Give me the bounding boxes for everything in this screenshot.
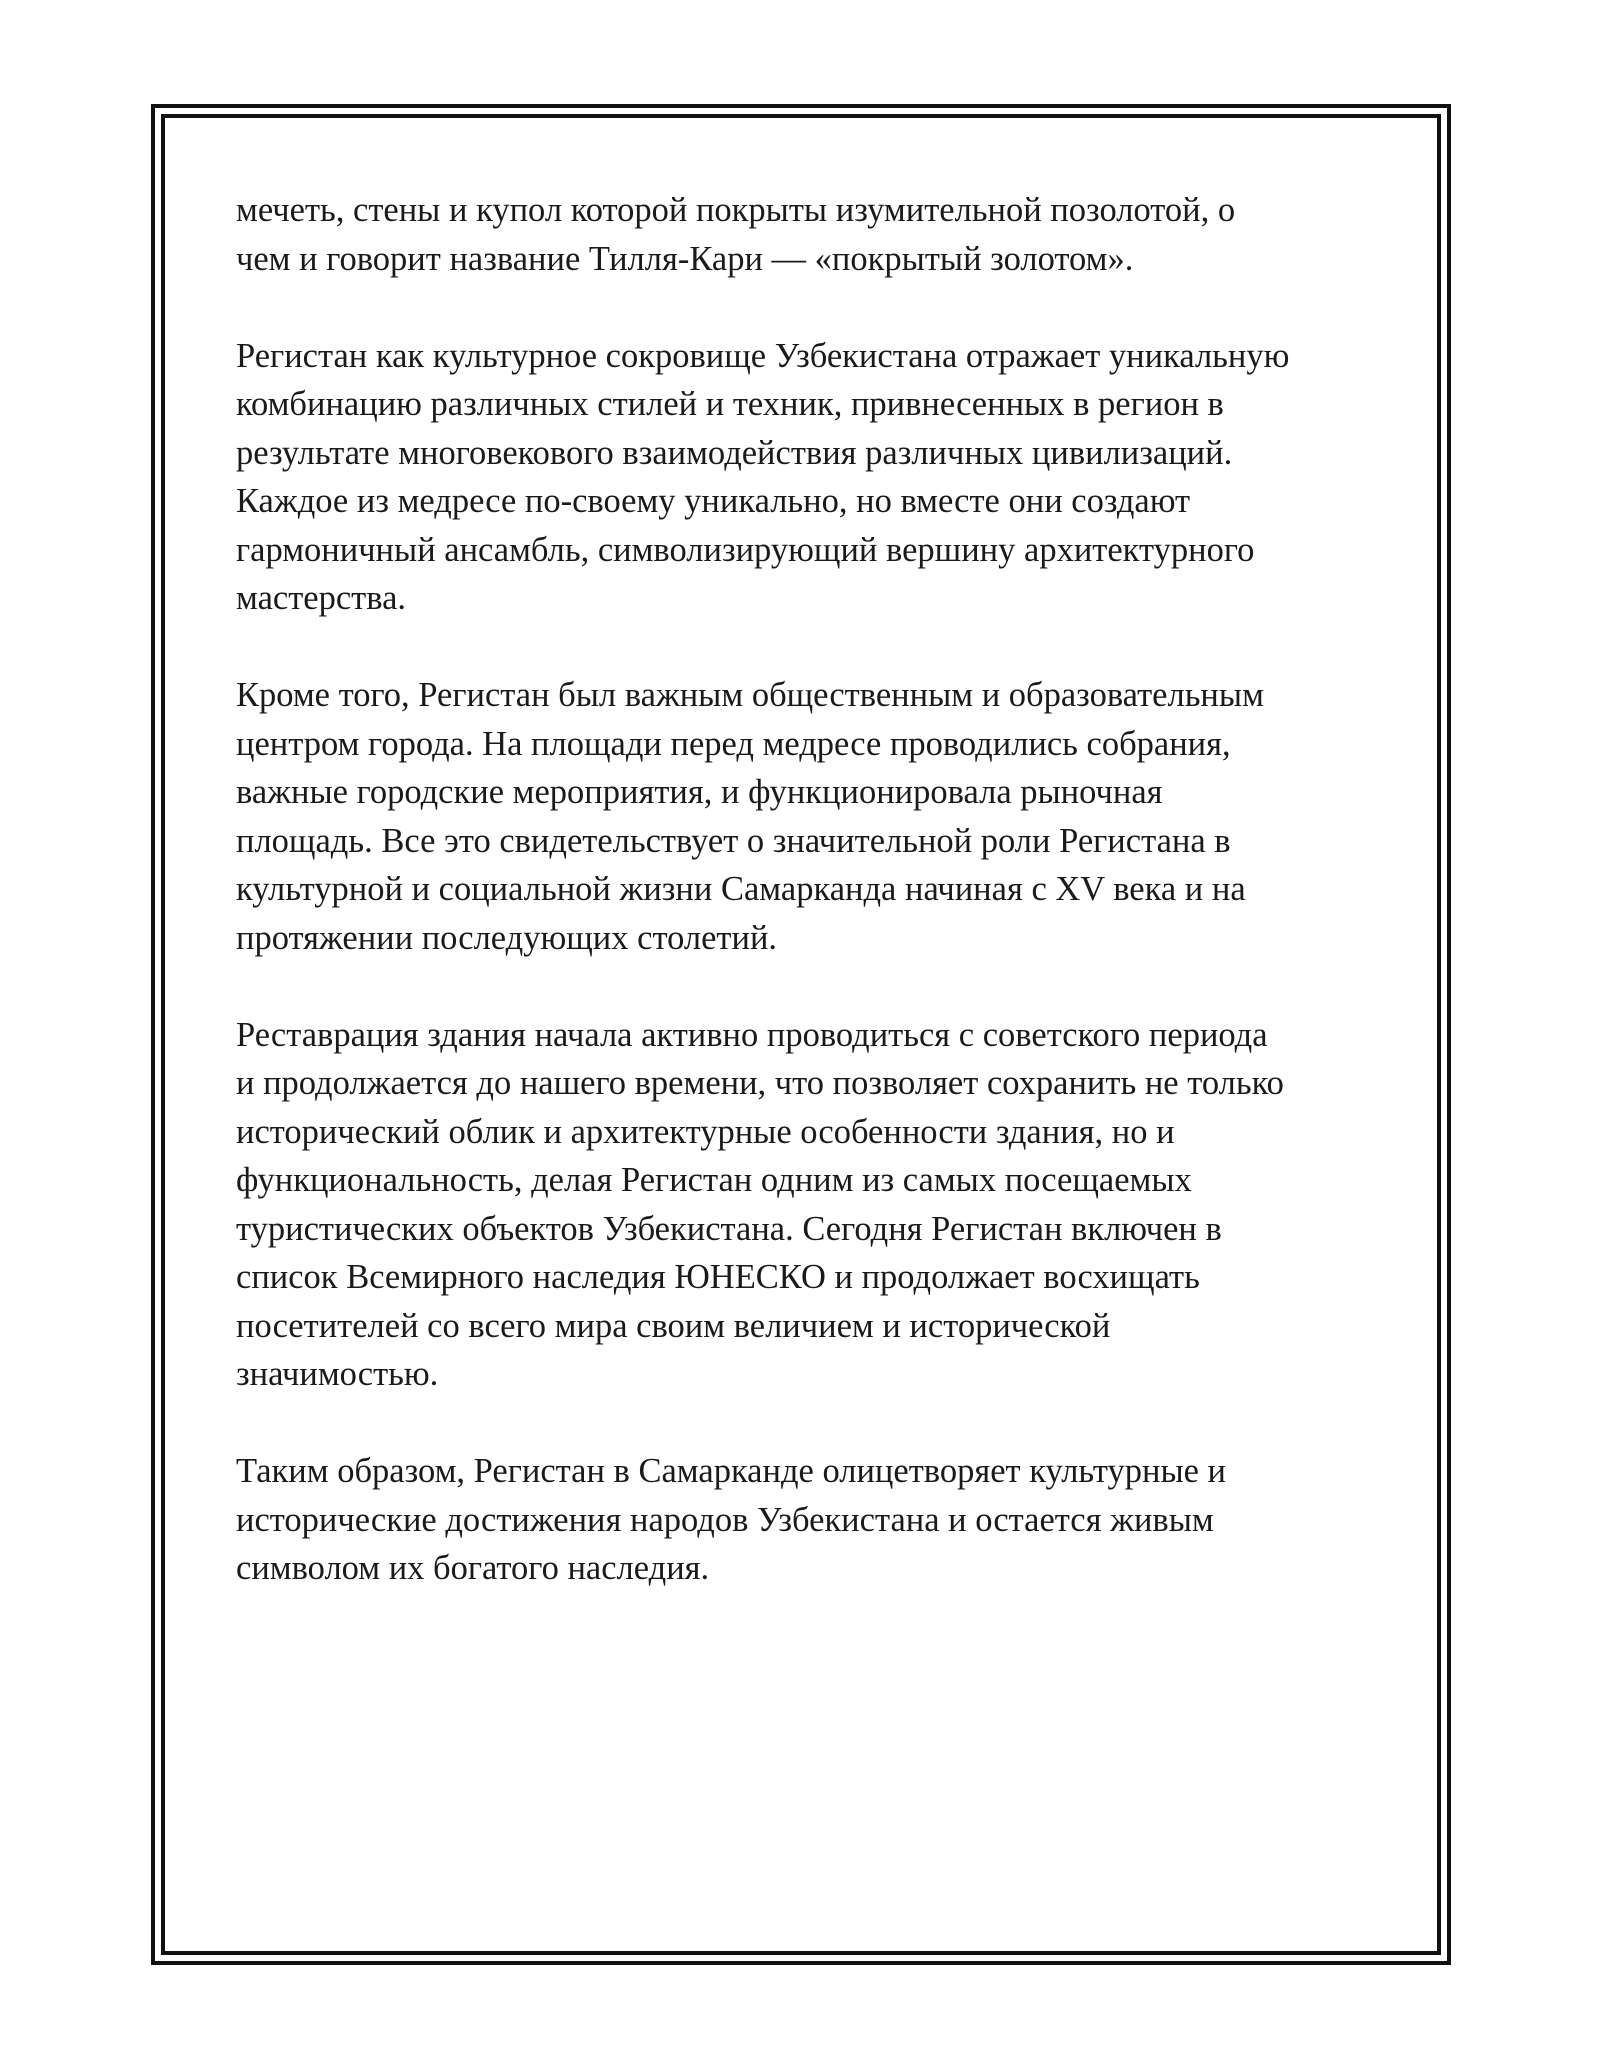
text-line: результате многовекового взаимодействия различных цивилизаций.	[236, 433, 1233, 472]
text-line: исторические достижения народов Узбекистана и остается живым	[236, 1500, 1214, 1539]
text-line: протяжении последующих столетий.	[236, 918, 778, 957]
text-line: культурной и социальной жизни Самарканда начиная с XV века и на	[236, 870, 1246, 908]
text-line: Реставрация здания начала активно проводиться с советского периода	[236, 1015, 1268, 1054]
text-line: Регистан как культурное сокровище Узбекистана отражает уникальную	[236, 336, 1290, 375]
paragraph-3	[236, 671, 1376, 962]
paragraph-4	[236, 1011, 1376, 1399]
text-line: исторический облик и архитектурные особенности здания, но и	[236, 1112, 1175, 1151]
text-line: функциональность, делая Регистан одним из самых посещаемых	[236, 1161, 1192, 1199]
text-line: список Всемирного наследия ЮНЕСКО и продолжает восхищать	[236, 1258, 1200, 1296]
text-line: площадь. Все это свидетельствует о значительной роли Регистана в	[236, 821, 1231, 860]
text-line: и продолжается до нашего времени, что позволяет сохранить не только	[236, 1064, 1284, 1102]
text-line: туристических объектов Узбекистана. Сегодня Регистан включен в	[236, 1209, 1222, 1248]
text-line: мечеть, стены и купол которой покрыты изумительной позолотой, о	[236, 191, 1236, 229]
text-line: важные городские мероприятия, и функционировала рыночная	[236, 773, 1163, 811]
paragraph-5	[236, 1447, 1376, 1593]
text-line: Таким образом, Регистан в Самарканде олицетворяет культурные и	[236, 1452, 1227, 1490]
text-line: гармоничный ансамбль, символизирующий вершину архитектурного	[236, 530, 1255, 569]
text-line: Кроме того, Регистан был важным общественным и образовательным	[236, 676, 1264, 714]
text-line: чем и говорит название Тилля-Кари — «покрытый золотом».	[236, 239, 1134, 278]
paragraph-2	[236, 332, 1376, 623]
text-line: Каждое из медресе по-своему уникально, но вместе они создают	[236, 482, 1191, 520]
text-line: комбинацию различных стилей и техник, привнесенных в регион в	[236, 385, 1224, 423]
text-line: центром города. На площади перед медресе проводились собрания,	[236, 724, 1231, 763]
text-line: мастерства.	[236, 579, 407, 617]
text-line: посетителей со всего мира своим величием и исторической	[236, 1306, 1111, 1345]
paragraph-1	[236, 186, 1376, 283]
document-body	[236, 186, 1376, 1641]
text-line: значимостью.	[236, 1355, 439, 1393]
text-line: символом их богатого наследия.	[236, 1549, 710, 1587]
